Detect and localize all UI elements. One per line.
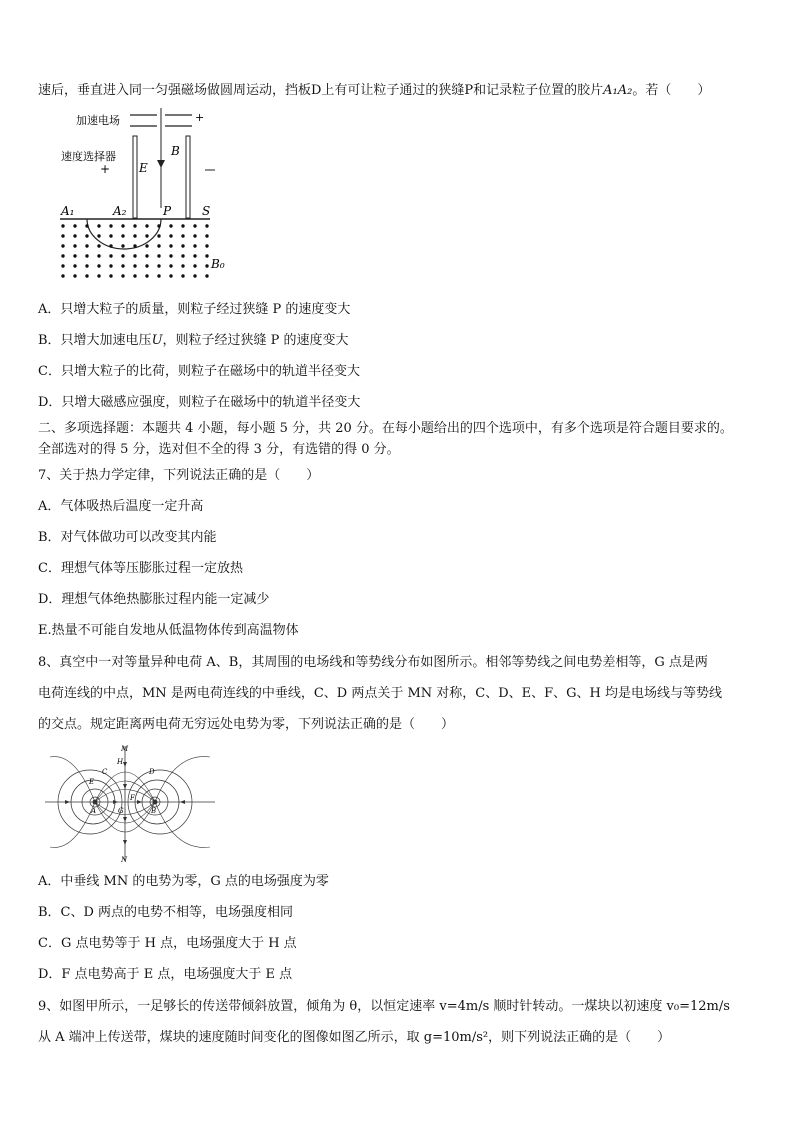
q8-stem-line-3: 的交点。规定距离两电荷无穷远处电势为零，下列说法正确的是（ ） [38,717,455,732]
q6-option-c [38,363,360,381]
label-D: D [149,768,155,776]
label-A-charge: A [91,807,97,815]
label-A1: A₁ [61,204,75,218]
intro-text-pre: 速后，垂直进入同一匀强磁场做圆周运动，挡板D上有可让粒子通过的狭缝P和记录粒子位置的胶片 [38,83,604,98]
label-P: P [163,204,172,218]
label-F: F [130,794,135,802]
label-plus-top: + [195,111,205,124]
q9-stem-line-2: 从 A 端冲上传送带，煤块的速度随时间变化的图像如图乙所示，取 g=10m/s²，则下列说法正确的是（ ） [38,1030,671,1045]
label-B: B [171,144,180,158]
label-E-fig2: E [89,778,95,786]
q7-stem: 7、关于热力学定律，下列说法正确的是（ ） [38,468,320,483]
label-G: G [118,807,124,815]
q6-option-a [38,301,350,319]
label-M: M [121,745,129,753]
q6-option-d [38,394,360,412]
q8-stem-line-1: 8、真空中一对等量异种电荷 A、B，其周围的电场线和等势线分布如图所示。相邻等势线之间电势差相等，G 点是两 [38,655,708,670]
q8-stem-line-2: 电荷连线的中点，MN 是两电荷连线的中垂线，C、D 两点关于 MN 对称，C、D、E、F、G、H 均是电场线与等势线 [38,686,723,701]
label-velocity-selector: 速度选择器 [61,150,116,163]
q7-option-d: D．理想气体绝热膨胀过程内能一定减少 [38,592,270,607]
magnetic-field-dots [61,224,208,277]
label-H: H [117,758,124,766]
label-plus-left: + [100,162,111,176]
mass-spectrometer-figure [55,108,235,288]
intro-text-post: 。若（ ） [632,83,711,98]
q8-option-a: A．中垂线 MN 的电势为零，G 点的电场强度为零 [38,874,329,889]
electric-field-figure [45,742,215,864]
q6-option-a-text: A．只增大粒子的质量，则粒子经过狭缝 [38,302,269,317]
q6-option-d-text: D．只增大磁感应强度，则粒子在磁场中的轨道半径变大 [38,395,361,410]
q9-stem-line-1: 9、如图甲所示，一足够长的传送带倾斜放置，倾角为 θ，以恒定速率 v=4m/s 顺时针转动。一煤块以初速度 v₀=12m/s [38,999,730,1014]
q6-option-a-var: P [272,302,282,317]
q7-option-b: B．对气体做功可以改变其内能 [38,530,217,545]
q6-option-b [38,332,349,350]
q6-option-b-text: B．只增大加速电压 [38,333,152,348]
label-accel-field: 加速电场 [76,114,120,127]
q7-option-e: E.热量不可能自发地从低温物体传到高温物体 [38,623,299,638]
label-B-charge: B [151,807,157,815]
label-N: N [121,856,128,864]
intro-line [38,82,710,100]
q6-option-c-text: C．只增大粒子的比荷，则粒子在磁场中的轨道半径变大 [38,364,360,379]
q8-option-c: C．G 点电势等于 H 点，电场强度大于 H 点 [38,936,297,951]
label-B0: B₀ [211,257,225,271]
q6-option-b-var: U [151,333,163,348]
label-E: E [139,161,148,175]
q7-option-c: C．理想气体等压膨胀过程一定放热 [38,561,243,576]
label-A2: A₂ [113,204,127,218]
label-C: C [102,768,108,776]
q7-option-a: A．气体吸热后温度一定升高 [38,499,204,514]
q6-option-b-suffix: ，则粒子经过狭缝 P 的速度变大 [162,333,349,348]
q8-option-b: B．C、D 两点的电势不相等，电场强度相同 [38,905,294,920]
q8-option-d: D．F 点电势高于 E 点，电场强度大于 E 点 [38,967,293,982]
q6-option-a-suffix: 的速度变大 [285,302,351,317]
section-2-line-1: 二、多项选择题：本题共 4 小题，每小题 5 分，共 20 分。在每小题给出的四个选项中，有多个选项是符合题目要求的。 [38,421,733,436]
section-2-line-2: 全部选对的得 5 分，选对但不全的得 3 分，有选错的得 0 分。 [38,442,400,457]
label-S: S [202,204,211,218]
intro-symbol: A₁A₂ [603,83,633,98]
